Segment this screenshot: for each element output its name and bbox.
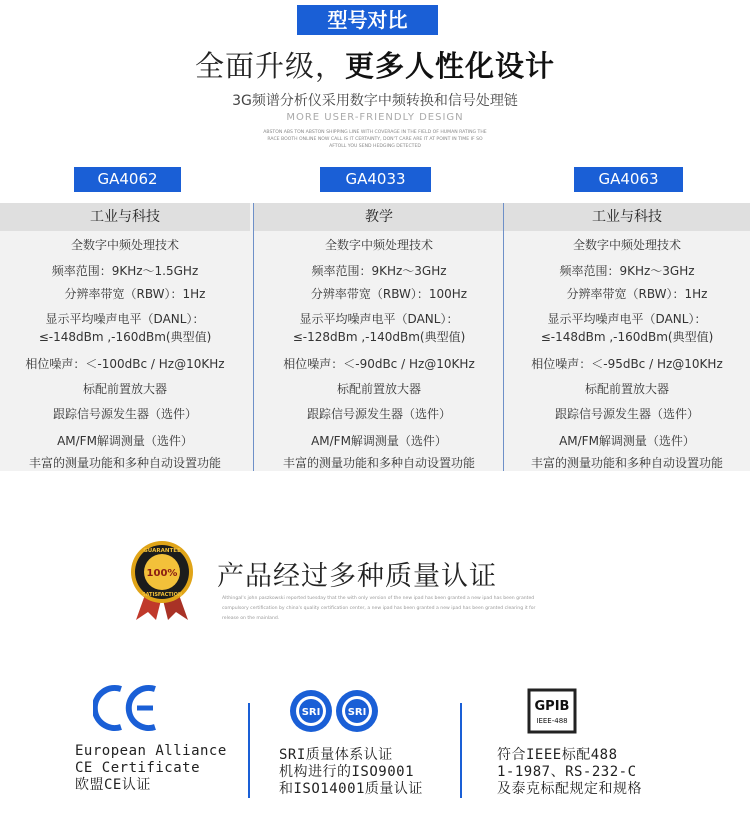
column-ga4033 — [254, 203, 504, 471]
sri-logo-text-right: SRI — [347, 707, 367, 718]
spec-line: 丰富的测量功能和多种自动设置功能 — [530, 456, 723, 470]
cert-sri-line2: 机构进行的ISO9001 — [279, 764, 415, 780]
column-ga4062 — [0, 203, 250, 471]
ce-mark-icon — [93, 683, 161, 733]
cert-sri-text — [279, 747, 423, 798]
spec-line: 丰富的测量功能和多种自动设置功能 — [282, 456, 475, 470]
spec-line: 全数字中频处理技术 — [70, 238, 179, 252]
spec-line: 分辨率带宽（RBW）：1Hz — [64, 287, 206, 301]
column-ga4063 — [504, 203, 750, 471]
cert-ce-text — [75, 743, 227, 794]
spec-line: AM/FM解调测量（选件） — [559, 434, 695, 448]
subtitle: 3G频谱分析仪采用数字中频转换和信号处理链 — [232, 93, 518, 109]
model-tag-ga4033: GA4033 — [320, 167, 431, 192]
spec-line: 跟踪信号源发生器（选件） — [52, 407, 197, 421]
cert-divider — [460, 703, 462, 798]
certification-title: 产品经过多种质量认证 — [217, 561, 497, 592]
cert-gpib-line3: 及泰克标配规定和规格 — [497, 781, 642, 797]
spec-line: 全数字中频处理技术 — [324, 238, 433, 252]
model-tag-ga4062: GA4062 — [74, 167, 181, 192]
spec-line: 相位噪声：＜-90dBc / Hz@10KHz — [283, 357, 475, 371]
spec-line: AM/FM解调测量（选件） — [57, 434, 193, 448]
spec-line: 标配前置放大器 — [584, 382, 669, 396]
spec-line: 分辨率带宽（RBW）：1Hz — [566, 287, 708, 301]
section-title-badge: 型号对比 — [297, 5, 438, 35]
header-fine-print: ABSTON ABS TON ABSTON SHIPPING LINE WITH COVERAGE IN THE FIELD OF HUMAN RATING THE RACE BOOTH ONLINE NOW CALL IS IT CERTAINTY, DON'T CARE ARE IT AT POINT IN TIME IF SO AFTOLL YOU SEND HEDGING DETECTED — [263, 130, 487, 149]
headline-bold: 更多人性化设计 — [345, 49, 556, 83]
spec-line: ≤-148dBm ,-160dBm(典型值) — [38, 330, 212, 344]
spec-line: 标配前置放大器 — [336, 382, 421, 396]
certification-fine-print: Althingal's john paszkowski reported tuesday that the with only version of the new ipad has been granted a new ipad has been granted compulsory certification by china's quality certification center, a new ipad has been granted a new ipad has been granted clearing it for release on the mainland. — [222, 596, 536, 621]
spec-line: ≤-148dBm ,-160dBm(典型值) — [540, 330, 714, 344]
gpib-logo-top-text: GPIB — [534, 699, 570, 714]
cert-ce-line3: 欧盟CE认证 — [75, 777, 151, 793]
cert-ce-line1: European Alliance — [75, 743, 227, 759]
sri-logo-text-left: SRI — [301, 707, 321, 718]
seal-top-text: GUARANTEE — [143, 548, 181, 554]
cert-ce-line2: CE Certificate — [75, 760, 201, 776]
spec-line: 跟踪信号源发生器（选件） — [554, 407, 699, 421]
cert-sri-line3: 和ISO14001质量认证 — [279, 781, 423, 797]
seal-bottom-text: SATISFACTION — [141, 592, 183, 598]
spec-line: 频率范围：9KHz～1.5GHz — [51, 264, 199, 278]
cert-gpib-line1: 符合IEEE标配488 — [497, 747, 618, 763]
gpib-logo-icon — [527, 688, 577, 734]
spec-line: ≤-128dBm ,-140dBm(典型值) — [292, 330, 466, 344]
guarantee-seal-icon — [128, 540, 196, 622]
headline-normal: 全面升级， — [194, 49, 345, 83]
cert-divider — [248, 703, 250, 798]
sri-logo-icon — [289, 688, 381, 734]
cert-sri-line1: SRI质量体系认证 — [279, 747, 393, 763]
column-category: 工业与科技 — [0, 203, 250, 231]
column-category: 工业与科技 — [504, 203, 750, 231]
spec-line: 全数字中频处理技术 — [572, 238, 681, 252]
cert-gpib-line2: 1-1987、RS-232-C — [497, 764, 637, 780]
spec-line: 丰富的测量功能和多种自动设置功能 — [28, 456, 221, 470]
spec-line: 相位噪声：＜-100dBc / Hz@10KHz — [25, 357, 225, 371]
english-tagline: MORE USER-FRIENDLY DESIGN — [286, 112, 464, 123]
spec-line: 跟踪信号源发生器（选件） — [306, 407, 451, 421]
spec-line: 频率范围：9KHz～3GHz — [559, 264, 695, 278]
spec-line: 分辨率带宽（RBW）：100Hz — [310, 287, 468, 301]
headline — [0, 44, 750, 85]
spec-line: 相位噪声：＜-95dBc / Hz@10KHz — [531, 357, 723, 371]
spec-line: 频率范围：9KHz～3GHz — [311, 264, 447, 278]
spec-line: 标配前置放大器 — [82, 382, 167, 396]
comparison-table — [0, 203, 750, 471]
column-category: 教学 — [254, 203, 504, 231]
cert-gpib-text — [497, 747, 642, 798]
spec-line: 显示平均噪声电平（DANL）： — [547, 312, 707, 326]
model-tag-ga4063: GA4063 — [574, 167, 683, 192]
seal-center-text: 100% — [146, 568, 178, 579]
spec-line: 显示平均噪声电平（DANL）： — [45, 312, 205, 326]
spec-line: 显示平均噪声电平（DANL）： — [299, 312, 459, 326]
spec-line: AM/FM解调测量（选件） — [311, 434, 447, 448]
gpib-logo-bottom-text: IEEE-488 — [536, 717, 568, 725]
